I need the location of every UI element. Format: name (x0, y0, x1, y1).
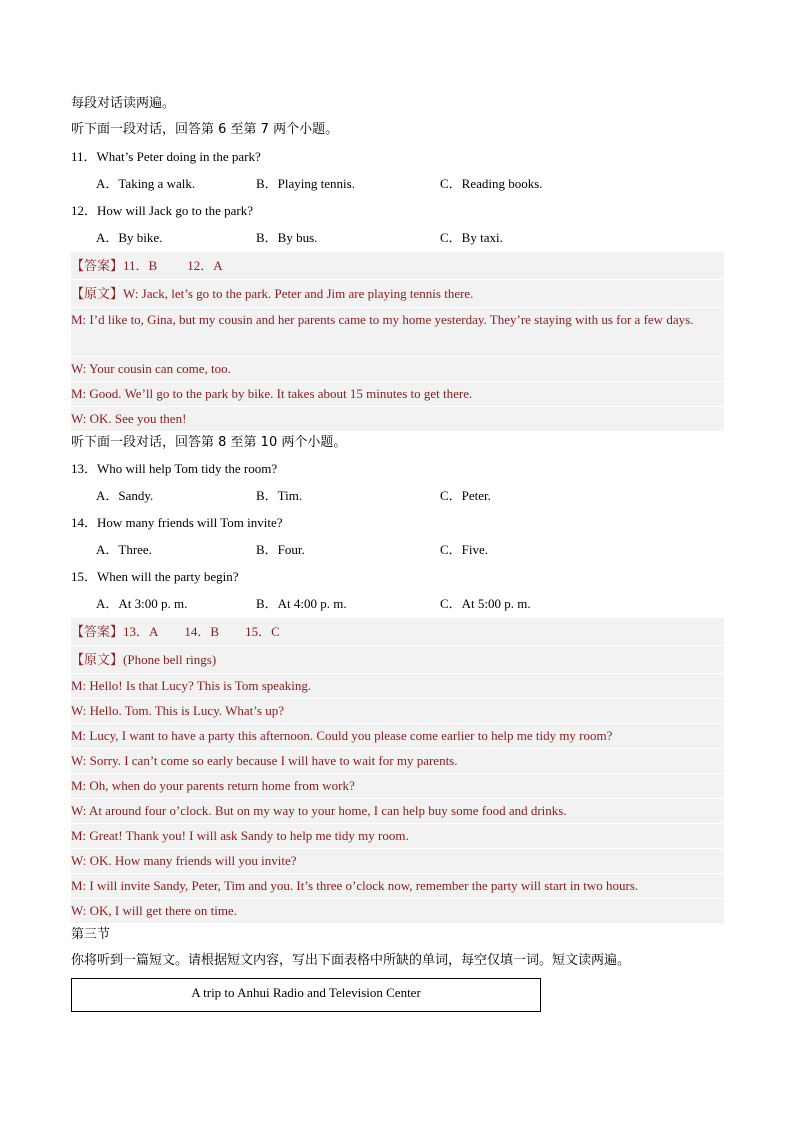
answer-13: 13．A (123, 624, 159, 639)
answer-11: 11．B (123, 258, 158, 273)
script-line: W: Sorry. I can’t come so early because I will have to wait for my parents. (71, 748, 724, 773)
option-c: C．At 5:00 p. m. (440, 596, 531, 611)
script-line: M: Lucy, I want to have a party this afternoon. Could you please come earlier to help me tidy my room? (71, 723, 724, 748)
intro-line: 每段对话读两遍。 (71, 96, 176, 111)
answer-block-2 (71, 617, 724, 645)
option-b: B．By bus. (256, 230, 318, 245)
question-11: 11．What’s Peter doing in the park? (71, 149, 261, 164)
option-b: B．Playing tennis. (256, 176, 355, 191)
question-12: 12．How will Jack go to the park? (71, 203, 253, 218)
option-c: C．Reading books. (440, 176, 543, 191)
script-tag: 【原文】 (71, 653, 124, 668)
question-12-options (71, 224, 724, 251)
option-a: A．By bike. (96, 230, 163, 245)
option-b: B．Four. (256, 542, 305, 557)
option-a: A．At 3:00 p. m. (96, 596, 188, 611)
answer-block-1 (71, 251, 724, 279)
answer-14: 14．B (184, 624, 220, 639)
question-15-options (71, 590, 724, 617)
option-b: B．Tim. (256, 488, 303, 503)
option-c: C．Peter. (440, 488, 491, 503)
script-line (71, 279, 724, 307)
answer-tag: 【答案】 (71, 259, 124, 274)
script-line: M: I will invite Sandy, Peter, Tim and you. It’s three o’clock now, remember the party will start in two hours. (71, 873, 724, 898)
option-b: B．At 4:00 p. m. (256, 596, 347, 611)
trip-table (71, 978, 724, 1018)
question-11-options (71, 170, 724, 197)
script-line: M: Hello! Is that Lucy? This is Tom speaking. (71, 673, 724, 698)
option-c: C．By taxi. (440, 230, 503, 245)
document-page (71, 90, 724, 1018)
script-line: M: I’d like to, Gina, but my cousin and her parents came to my home yesterday. They’re staying with us for a few days. (71, 307, 724, 356)
option-a: A．Taking a walk. (96, 176, 196, 191)
script-line: M: Good. We’ll go to the park by bike. It takes about 15 minutes to get there. (71, 381, 724, 406)
answer-tag: 【答案】 (71, 625, 124, 640)
question-13: 13．Who will help Tom tidy the room? (71, 461, 278, 476)
question-15: 15．When will the party begin? (71, 569, 239, 584)
table-title-cell: A trip to Anhui Radio and Television Center (71, 978, 541, 1012)
section2-instruction: 听下面一段对话，回答第 8 至第 10 两个小题。 (71, 435, 347, 450)
section1-instruction: 听下面一段对话，回答第 6 至第 7 两个小题。 (71, 122, 339, 137)
script-line: M: Great! Thank you! I will ask Sandy to help me tidy my room. (71, 823, 724, 848)
option-a: A．Three. (96, 542, 152, 557)
script-line: W: At around four o’clock. But on my way to your home, I can help buy some food and drinks. (71, 798, 724, 823)
script-tag: 【原文】 (71, 287, 124, 302)
script-line: W: Hello. Tom. This is Lucy. What’s up? (71, 698, 724, 723)
script-line: W: OK, I will get there on time. (71, 898, 724, 923)
script-text: W: Jack, let’s go to the park. Peter and Jim are playing tennis there. (123, 286, 474, 301)
script-line: M: Oh, when do your parents return home from work? (71, 773, 724, 798)
section3-instruction: 你将听到一篇短文。请根据短文内容，写出下面表格中所缺的单词，每空仅填一词。短文读两遍。 (71, 953, 631, 968)
question-14: 14．How many friends will Tom invite? (71, 515, 283, 530)
script-line: W: OK. How many friends will you invite? (71, 848, 724, 873)
answer-15: 15．C (245, 624, 280, 639)
script-line: W: Your cousin can come, too. (71, 356, 724, 381)
script-text: (Phone bell rings) (123, 652, 217, 667)
option-c: C．Five. (440, 542, 489, 557)
option-a: A．Sandy. (96, 488, 154, 503)
answer-12: 12．A (187, 258, 223, 273)
script-line (71, 645, 724, 673)
script-line: W: OK. See you then! (71, 406, 724, 431)
question-13-options (71, 482, 724, 509)
question-14-options (71, 536, 724, 563)
section3-heading: 第三节 (71, 927, 111, 942)
